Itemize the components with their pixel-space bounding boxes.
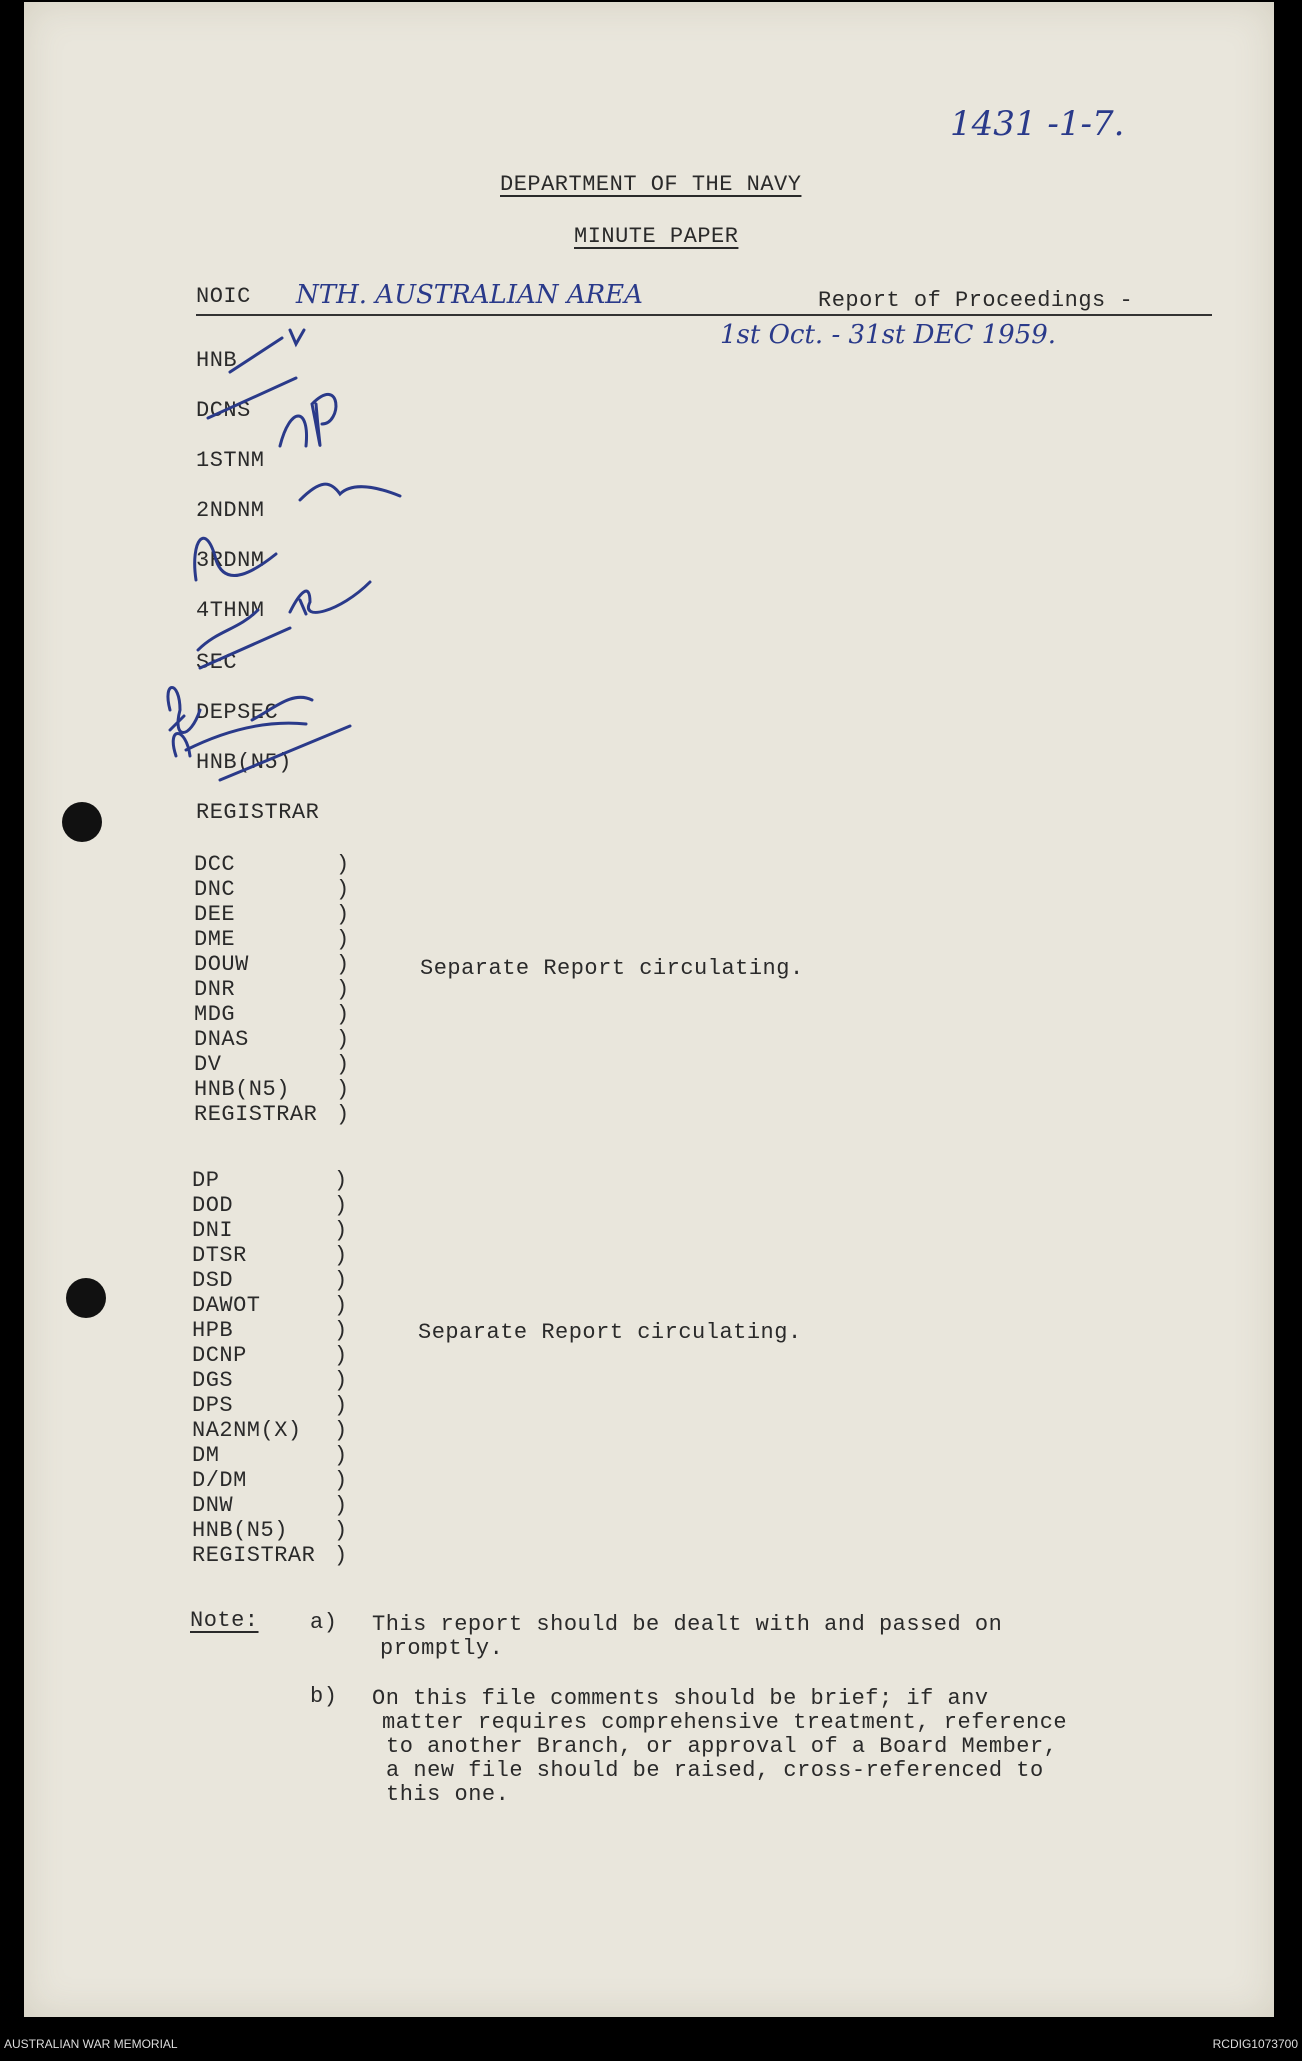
- noic-label: NOIC: [196, 284, 251, 309]
- list-item: NA2NM(X): [192, 1418, 302, 1443]
- list-item: DAWOT: [192, 1293, 261, 1318]
- note-b-line: On this file comments should be brief; if anv: [372, 1686, 989, 1711]
- list-item: DOUW: [194, 952, 249, 977]
- routing-item: 2NDNM: [196, 498, 265, 523]
- note-label: Note:: [190, 1608, 259, 1633]
- note-b-line: this one.: [386, 1782, 510, 1807]
- routing-item: HNB: [196, 348, 238, 373]
- list-item: REGISTRAR: [192, 1543, 316, 1568]
- list-item: DP: [192, 1168, 220, 1193]
- list-item: DTSR: [192, 1243, 247, 1268]
- group-a-brackets: ) ) ) ) ) ) ) ) ) ) ): [336, 852, 350, 1127]
- file-number-handwritten: 1431 -1-7.: [950, 104, 1125, 144]
- note-a-line: This report should be dealt with and passed on: [372, 1612, 1003, 1637]
- group-b-note: Separate Report circulating.: [418, 1320, 802, 1345]
- list-item: DNW: [192, 1493, 234, 1518]
- group-a-note: Separate Report circulating.: [420, 956, 804, 981]
- list-item: DNAS: [194, 1027, 249, 1052]
- note-b-line: matter requires comprehensive treatment, reference: [382, 1710, 1068, 1735]
- note-b-line: a new file should be raised, cross-referenced to: [386, 1758, 1044, 1783]
- routing-item: 4THNM: [196, 598, 265, 623]
- routing-item: 3RDNM: [196, 548, 265, 573]
- list-item: DPS: [192, 1393, 234, 1418]
- list-item: DCC: [194, 852, 236, 877]
- list-item: HNB(N5): [194, 1077, 290, 1102]
- list-item: DCNP: [192, 1343, 247, 1368]
- list-item: DM: [192, 1443, 220, 1468]
- list-item: DNC: [194, 877, 236, 902]
- routing-item: DEPSEC: [196, 700, 279, 725]
- note-b-marker: b): [310, 1684, 338, 1709]
- routing-item: SEC: [196, 650, 238, 675]
- list-item: DOD: [192, 1193, 234, 1218]
- routing-item: HNB(N5): [196, 750, 292, 775]
- group-b-brackets: ) ) ) ) ) ) ) ) ) ) ) ) ) ) ) ): [334, 1168, 348, 1568]
- footer-id: RCDIG1073700: [1212, 2037, 1298, 2051]
- list-item: HNB(N5): [192, 1518, 288, 1543]
- routing-item: DCNS: [196, 398, 251, 423]
- report-title: Report of Proceedings -: [818, 288, 1134, 313]
- routing-item: REGISTRAR: [196, 800, 320, 825]
- list-item: DV: [194, 1052, 222, 1077]
- footer-source: AUSTRALIAN WAR MEMORIAL: [4, 2037, 178, 2051]
- department-title: DEPARTMENT OF THE NAVY: [500, 172, 802, 197]
- area-handwritten: NTH. AUSTRALIAN AREA: [296, 280, 643, 310]
- dates-handwritten: 1st Oct. - 31st DEC 1959.: [720, 320, 1057, 350]
- list-item: DGS: [192, 1368, 234, 1393]
- list-item: REGISTRAR: [194, 1102, 318, 1127]
- minute-paper-title: MINUTE PAPER: [574, 224, 739, 249]
- list-item: D/DM: [192, 1468, 247, 1493]
- list-item: DNI: [192, 1218, 234, 1243]
- list-item: DNR: [194, 977, 236, 1002]
- list-item: MDG: [194, 1002, 236, 1027]
- note-a-line: promptly.: [380, 1636, 504, 1661]
- note-a-marker: a): [310, 1610, 338, 1635]
- list-item: HPB: [192, 1318, 234, 1343]
- list-item: DME: [194, 927, 236, 952]
- list-item: DSD: [192, 1268, 234, 1293]
- routing-item: 1STNM: [196, 448, 265, 473]
- list-item: DEE: [194, 902, 236, 927]
- note-b-line: to another Branch, or approval of a Board Member,: [386, 1734, 1058, 1759]
